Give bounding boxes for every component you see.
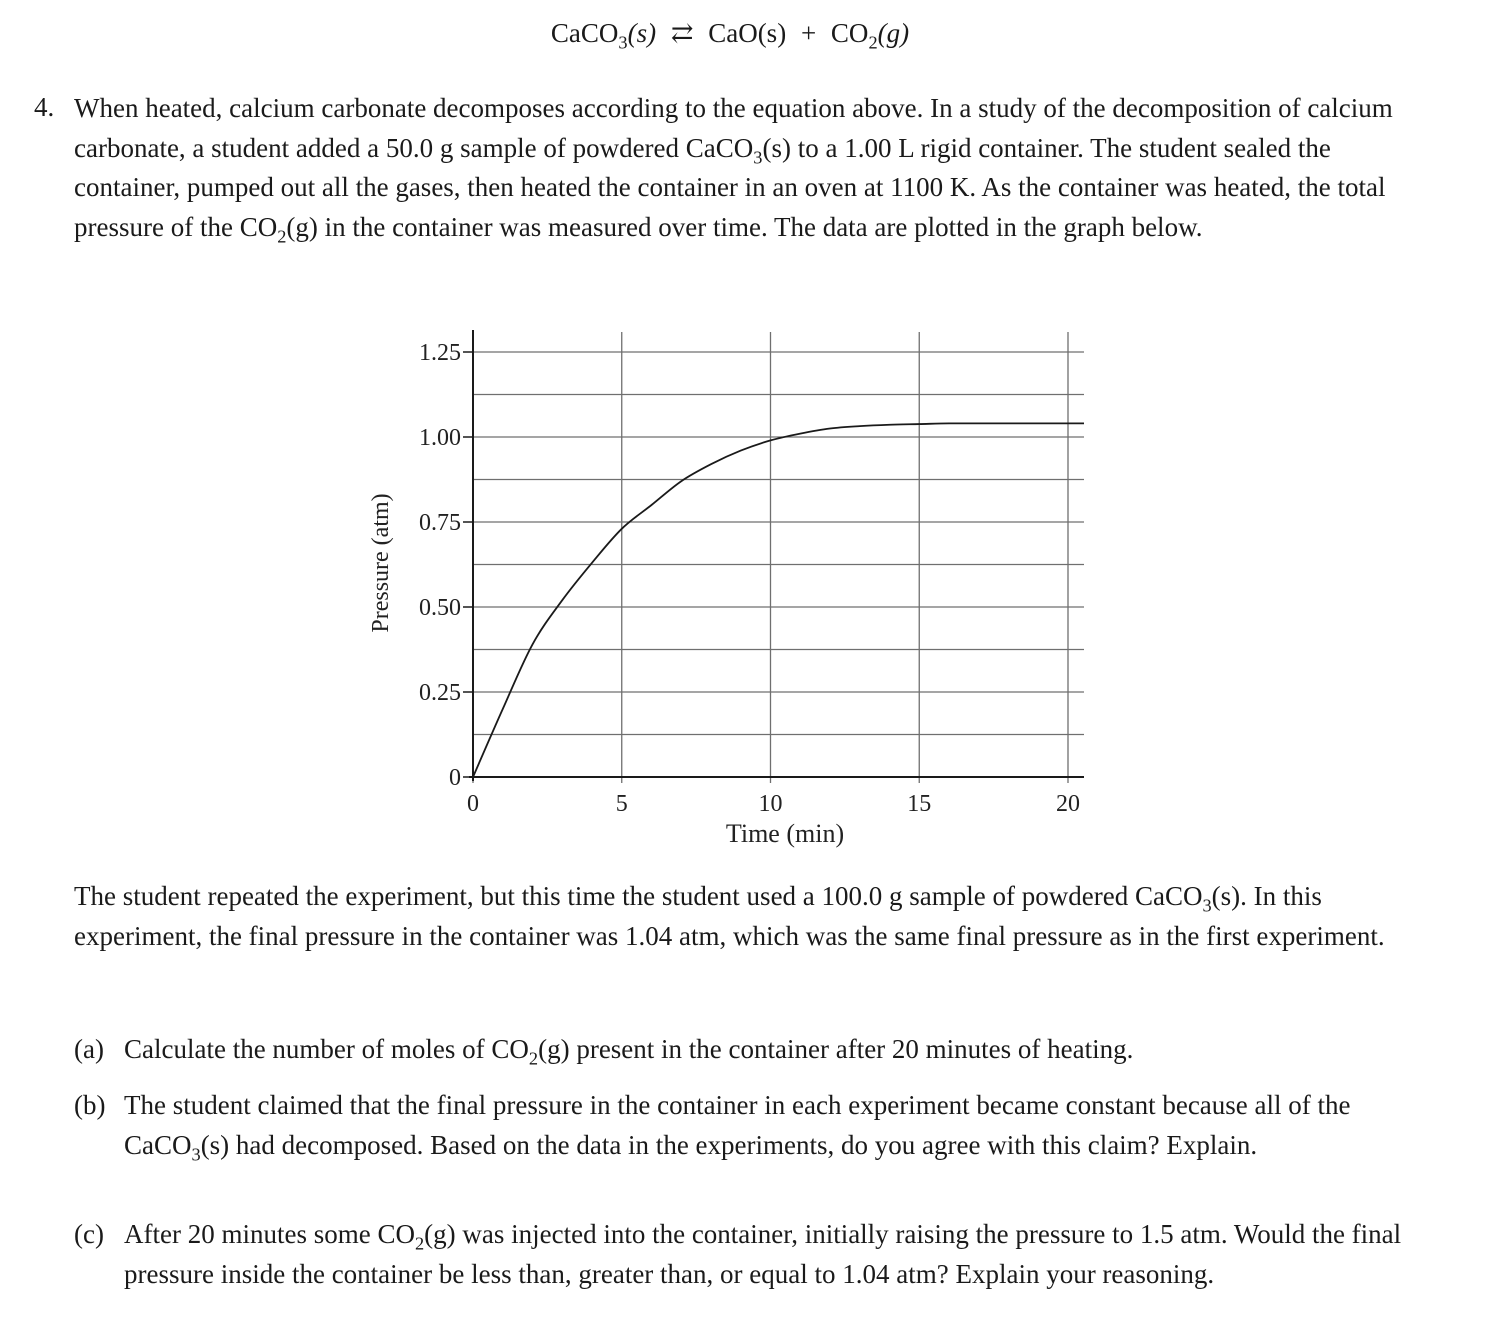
- y-tick-label: 0.50: [419, 595, 461, 621]
- equation-product-co2: $CO_2(g)$: [830, 18, 910, 53]
- equation-reactant: CaCO$_3$(s): [550, 18, 657, 53]
- chart-grid: [473, 332, 1084, 783]
- x-tick-label: 15: [907, 791, 932, 817]
- repeat-experiment-text: The student repeated the experiment, but this time the student used a 100.0 g sample of powdered CaCO$_3$(s). In this experiment, the final pressure in the container was 1.04 atm, which was the same final pressure as in the first experiment.: [74, 881, 1385, 951]
- chart-tick-labels: [419, 340, 1080, 817]
- y-tick-label: 0.25: [419, 680, 461, 706]
- equation-plus: +: [800, 18, 817, 48]
- part-b-text: The student claimed that the final pressure in the container in each experiment became constant because all of the CaCO$_3$(s) had decomposed. Based on the data in the experiments, do you agree with this claim? Explain.: [124, 1090, 1351, 1164]
- chart-axes: [463, 330, 1084, 781]
- question-number: 4.: [34, 92, 55, 122]
- part-b-label: (b): [74, 1090, 106, 1120]
- part-c-label: (c): [74, 1219, 104, 1249]
- y-tick-label: 0.75: [419, 510, 461, 536]
- x-axis-label: Time (min): [725, 819, 845, 848]
- x-tick-label: 20: [1056, 791, 1080, 817]
- part-c-text: After 20 minutes some $CO_2(g)$ was injected into the container, initially raising the pressure to 1.5 atm. Would the final pressure inside the container be less than, greater than, or equal to 1.04 atm? Explain your reasoning.: [124, 1219, 1402, 1289]
- x-tick-label: 0: [467, 791, 479, 817]
- pressure-curve: [473, 423, 1084, 777]
- equation-product-cao: CaO(s): [708, 18, 787, 48]
- x-tick-label: 5: [615, 791, 628, 817]
- x-tick-label: 10: [758, 791, 783, 817]
- part-a-text: Calculate the number of moles of $CO_2(g)$ present in the container after 20 minutes of heating.: [124, 1034, 1134, 1069]
- part-a-label: (a): [74, 1034, 104, 1064]
- y-tick-label: 0: [449, 765, 461, 791]
- y-tick-label: 1.25: [419, 340, 461, 366]
- y-tick-label: 1.00: [419, 425, 461, 451]
- equilibrium-arrow-icon: ⇄: [670, 18, 694, 48]
- y-axis-label: Pressure (atm): [368, 493, 394, 633]
- question-intro: When heated, calcium carbonate decomposes according to the equation above. In a study of the decomposition of calcium carbonate, a student added a 50.0 g sample of powdered CaCO$_3$(s) to a 1.00 L rigid container. The student sealed the container, pumped out all the gases, then heated the container in an oven at 1100 K. As the container was heated, the total pressure of the $CO_2(g)$ in the container was measured over time. The data are plotted in the graph below.: [74, 93, 1393, 247]
